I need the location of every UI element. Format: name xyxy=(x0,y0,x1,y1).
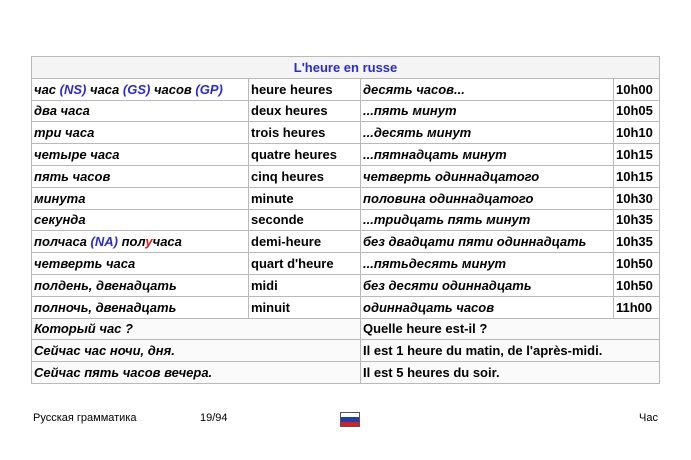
table-row xyxy=(32,231,660,253)
time-value: 11h00 xyxy=(614,296,660,318)
footer-topic: Час xyxy=(639,412,658,424)
russian-term-part: часа xyxy=(152,234,182,250)
french-term: cinq heures xyxy=(249,165,361,187)
table-row xyxy=(32,122,660,144)
french-term: deux heures xyxy=(249,100,361,122)
footer-page-number: 19/94 xyxy=(200,412,228,424)
time-value: 10h10 xyxy=(614,122,660,144)
french-term: minuit xyxy=(249,296,361,318)
russian-term: секунда xyxy=(32,209,249,231)
russian-term: четверть часа xyxy=(32,253,249,275)
french-term: midi xyxy=(249,274,361,296)
russian-term-part: часа xyxy=(86,81,123,97)
time-table xyxy=(31,56,660,384)
table-row xyxy=(32,253,660,275)
time-value: 10h05 xyxy=(614,100,660,122)
time-value: 10h15 xyxy=(614,165,660,187)
russian-term-part: пол xyxy=(117,234,146,250)
russian-term-part: (GP) xyxy=(195,81,223,97)
russian-term: пять часов xyxy=(32,165,249,187)
russian-term-part: часов xyxy=(150,81,196,97)
russian-term: два часа xyxy=(32,100,249,122)
table-row xyxy=(32,187,660,209)
russian-example: ...пять минут xyxy=(361,100,614,122)
russian-term: минута xyxy=(32,187,249,209)
table-row xyxy=(32,144,660,166)
time-value: 10h30 xyxy=(614,187,660,209)
russian-example: четверть одиннадцатого xyxy=(361,165,614,187)
table-title: L'heure en russe xyxy=(32,57,660,79)
russian-term: полдень, двенадцать xyxy=(32,274,249,296)
russian-example: половина одиннадцатого xyxy=(361,187,614,209)
russian-term-part: час xyxy=(34,81,60,97)
summary-french: Il est 1 heure du matin, de l'après-midi. xyxy=(361,340,660,362)
french-term: quatre heures xyxy=(249,144,361,166)
russian-example: ...тридцать пять минут xyxy=(361,209,614,231)
time-value: 10h00 xyxy=(614,78,660,100)
table-row xyxy=(32,78,660,100)
table-row xyxy=(32,100,660,122)
russian-term xyxy=(32,231,249,253)
russian-term-part: (GS) xyxy=(122,81,151,97)
time-value: 10h35 xyxy=(614,209,660,231)
russian-term-part: (NA) xyxy=(90,234,118,250)
footer-course-title: Русская грамматика xyxy=(33,412,137,424)
table-row xyxy=(32,296,660,318)
time-value: 10h50 xyxy=(614,274,660,296)
summary-russian: Сейчас пять часов вечера. xyxy=(32,362,361,384)
summary-row xyxy=(32,340,660,362)
time-value: 10h35 xyxy=(614,231,660,253)
french-term: minute xyxy=(249,187,361,209)
time-value: 10h50 xyxy=(614,253,660,275)
russian-example: без десяти одиннадцать xyxy=(361,274,614,296)
french-term: demi-heure xyxy=(249,231,361,253)
french-term: quart d'heure xyxy=(249,253,361,275)
russian-example: ...пятнадцать минут xyxy=(361,144,614,166)
russian-example: ...пятьдесять минут xyxy=(361,253,614,275)
french-term: heure heures xyxy=(249,78,361,100)
table-row xyxy=(32,274,660,296)
french-term: trois heures xyxy=(249,122,361,144)
summary-french: Quelle heure est-il ? xyxy=(361,318,660,340)
russian-term: четыре часа xyxy=(32,144,249,166)
russian-term xyxy=(32,78,249,100)
table-row xyxy=(32,209,660,231)
russian-example: ...десять минут xyxy=(361,122,614,144)
russian-example: десять часов... xyxy=(361,78,614,100)
summary-row xyxy=(32,318,660,340)
russian-term-part: (NS) xyxy=(59,81,87,97)
russian-term-part: у xyxy=(145,234,153,250)
russian-term-part: полчаса xyxy=(34,234,91,250)
time-value: 10h15 xyxy=(614,144,660,166)
russian-term: три часа xyxy=(32,122,249,144)
summary-russian: Сейчас час ночи, дня. xyxy=(32,340,361,362)
russian-example: без двадцати пяти одиннадцать xyxy=(361,231,614,253)
russian-flag-icon xyxy=(340,412,360,427)
french-term: seconde xyxy=(249,209,361,231)
russian-example: одиннадцать часов xyxy=(361,296,614,318)
summary-russian: Который час ? xyxy=(32,318,361,340)
summary-french: Il est 5 heures du soir. xyxy=(361,362,660,384)
summary-row xyxy=(32,362,660,384)
table-row xyxy=(32,165,660,187)
russian-term: полночь, двенадцать xyxy=(32,296,249,318)
